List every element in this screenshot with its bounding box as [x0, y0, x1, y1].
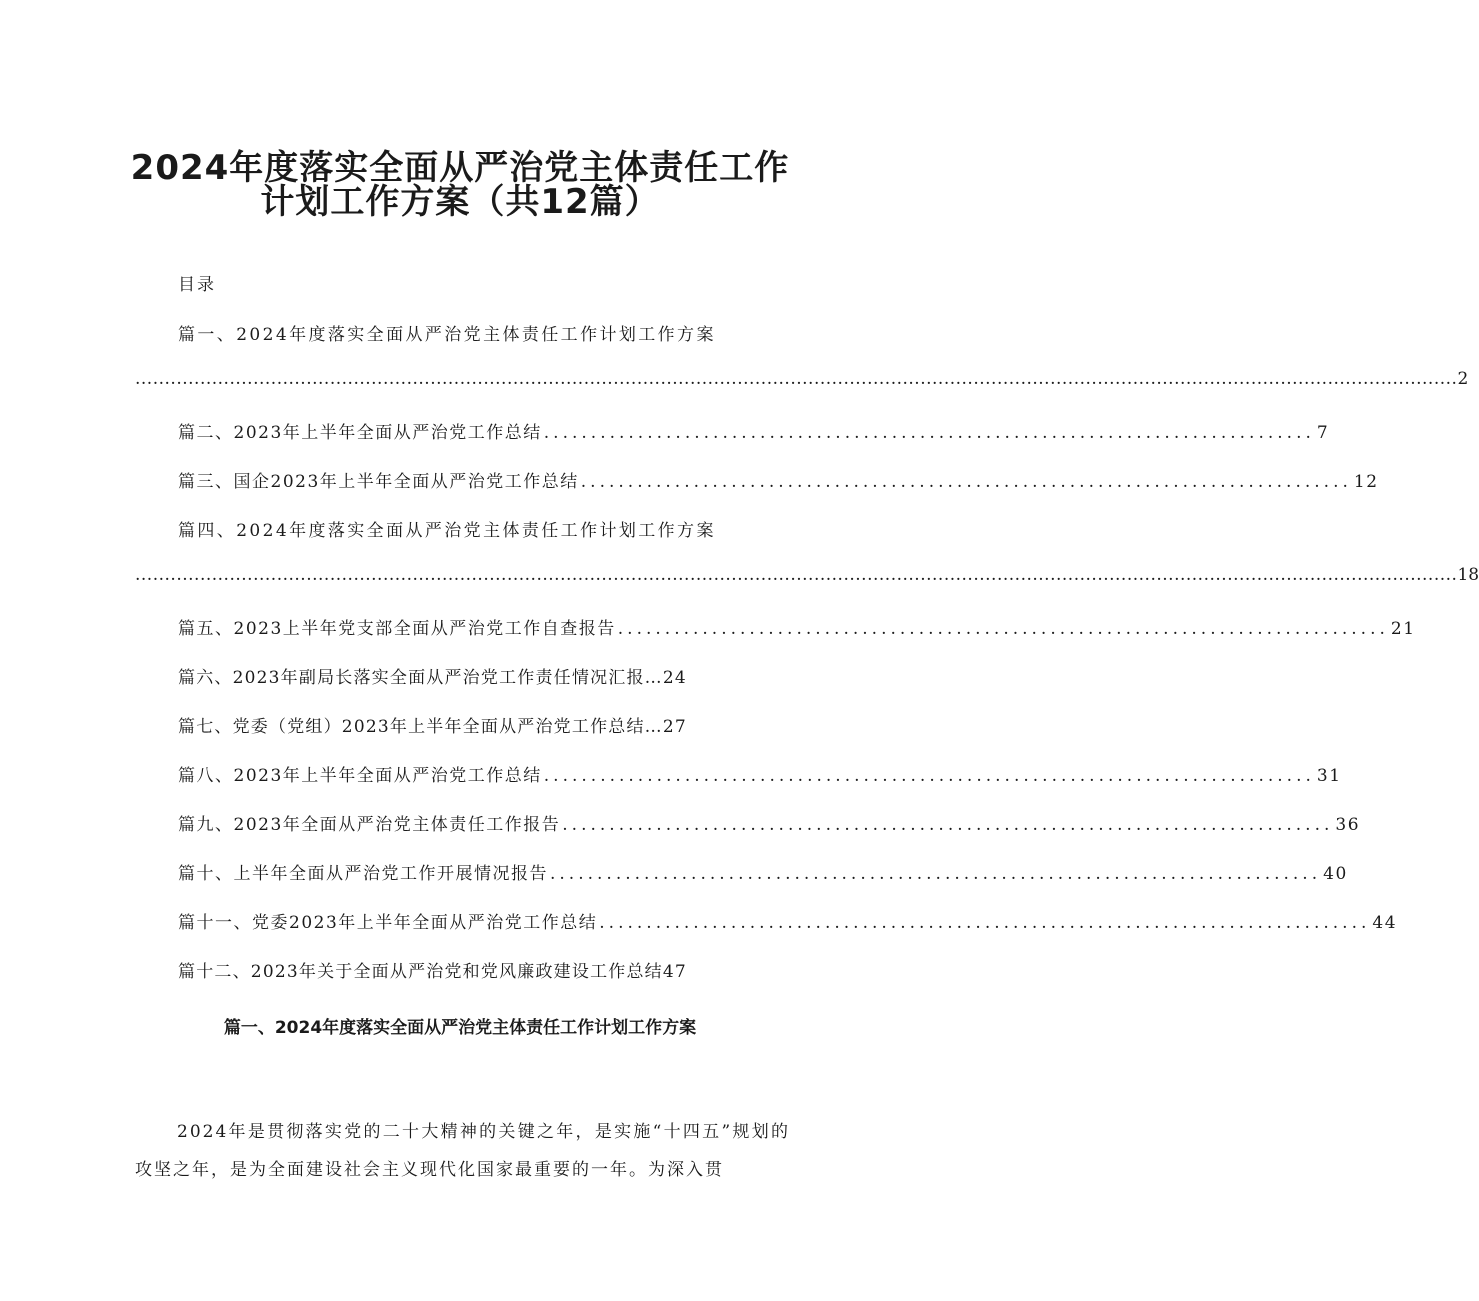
toc-item-10	[178, 859, 1348, 884]
section-heading: 篇一、2024年度落实全面从严治党主体责任工作计划工作方案	[223, 1018, 697, 1038]
toc-item-1-label: 篇一、2024年度落实全面从严治党主体责任工作计划工作方案	[178, 325, 716, 345]
dot-leader: ..................................................................................	[617, 619, 1389, 639]
toc-item-1-leader	[135, 369, 1469, 389]
dot-leader: ..................................................................................	[543, 423, 1315, 443]
toc-item-4-leader	[135, 565, 1479, 585]
dot-leader: ................................................................................................................................................................................................................................	[135, 565, 1458, 585]
toc-item-6	[178, 663, 687, 688]
toc-item-9-label: 篇九、2023年全面从严治党主体责任工作报告	[178, 815, 561, 835]
toc-item-7-label: 篇七、党委（党组）2023年上半年全面从严治党工作总结…	[178, 717, 663, 737]
dot-leader: ................................................................................................................................................................................................................................	[135, 369, 1458, 389]
toc-item-9	[178, 810, 1361, 835]
toc-item-11	[178, 908, 1398, 933]
toc-item-12	[178, 957, 687, 982]
toc-item-3	[178, 467, 1379, 492]
toc-item-6-label: 篇六、2023年副局长落实全面从严治党工作责任情况汇报…	[178, 668, 663, 688]
toc-item-9-page: 36	[1335, 815, 1361, 835]
toc-item-5-label: 篇五、2023上半年党支部全面从严治党工作自查报告	[178, 619, 616, 639]
toc-item-11-page: 44	[1372, 913, 1398, 933]
document-title-line-1: 2024年度落实全面从严治党主体责任工作	[130, 148, 790, 188]
toc-item-2-label: 篇二、2023年上半年全面从严治党工作总结	[178, 423, 542, 443]
toc-item-12-label: 篇十二、2023年关于全面从严治党和党风廉政建设工作总结	[178, 962, 663, 982]
body-paragraph: 2024年是贯彻落实党的二十大精神的关键之年，是实施“十四五”规划的攻坚之年，是为全面建设社会主义现代化国家最重要的一年。为深入贯	[135, 1122, 790, 1180]
toc-item-10-page: 40	[1323, 864, 1348, 884]
toc-item-6-page: 24	[662, 668, 687, 688]
toc-item-12-page: 47	[662, 962, 687, 982]
toc-item-4-page: 18	[1457, 565, 1479, 585]
dot-leader: ..................................................................................	[543, 766, 1315, 786]
dot-leader: ..................................................................................	[580, 472, 1352, 492]
toc-item-8-page: 31	[1316, 766, 1342, 786]
dot-leader: ..................................................................................	[599, 913, 1371, 933]
toc-item-3-label: 篇三、国企2023年上半年全面从严治党工作总结	[178, 472, 579, 492]
toc-item-5-page: 21	[1390, 619, 1416, 639]
toc-item-5	[178, 614, 1416, 639]
toc-item-2	[178, 418, 1330, 443]
document-title-line-2: 计划工作方案（共12篇）	[260, 182, 660, 222]
toc-item-7-page: 27	[662, 717, 687, 737]
toc-item-4-label: 篇四、2024年度落实全面从严治党主体责任工作计划工作方案	[178, 521, 716, 541]
toc-item-11-label: 篇十一、党委2023年上半年全面从严治党工作总结	[178, 913, 598, 933]
toc-item-8	[178, 761, 1342, 786]
toc-item-7	[178, 712, 687, 737]
toc-item-8-label: 篇八、2023年上半年全面从严治党工作总结	[178, 766, 542, 786]
toc-item-2-page: 7	[1316, 423, 1330, 443]
dot-leader: ..................................................................................	[550, 864, 1322, 884]
dot-leader: ..................................................................................	[562, 815, 1334, 835]
toc-heading: 目录	[178, 275, 216, 295]
toc-item-3-page: 12	[1353, 472, 1379, 492]
toc-item-1-page: 2	[1457, 369, 1469, 389]
toc-item-10-label: 篇十、上半年全面从严治党工作开展情况报告	[178, 864, 548, 884]
